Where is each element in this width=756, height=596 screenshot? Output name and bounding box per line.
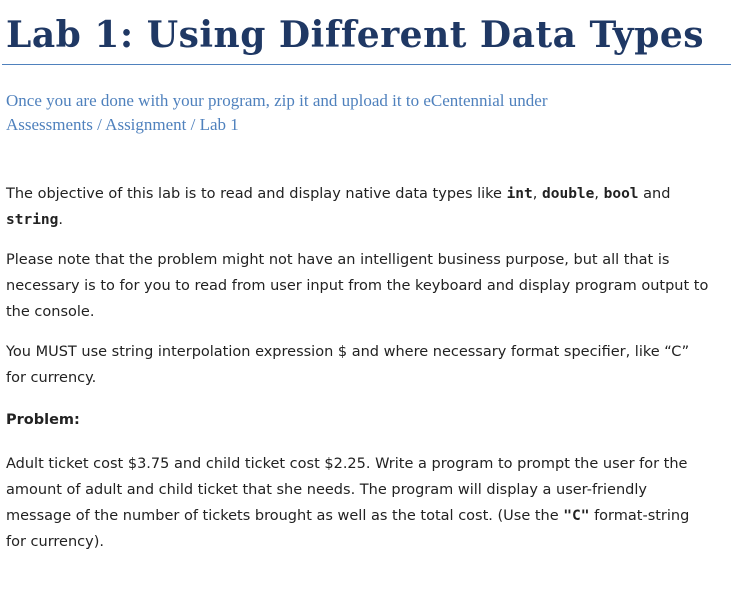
subtitle-line-1: Once you are done with your program, zip it and upload it to eCentennial under <box>6 91 548 110</box>
note-line-2: necessary is to for you to read from user input from the keyboard and display program output to <box>6 278 709 294</box>
problem-line-4: for currency). <box>6 534 104 550</box>
subtitle-line-2: Assessments / Assignment / Lab 1 <box>6 115 239 134</box>
type-bool: bool <box>603 186 639 202</box>
requirement-paragraph <box>6 339 730 391</box>
problem-paragraph <box>6 451 730 555</box>
problem-line-3: message of the number of tickets brought as well as the total cost. (Use the <box>6 508 564 524</box>
note-paragraph <box>6 247 730 325</box>
separator: , <box>594 186 604 202</box>
page-title: Lab 1: Using Different Data Types <box>6 14 705 56</box>
requirement-line-1: You MUST use string interpolation expression $ and where necessary format specifier, like “C” <box>6 344 690 360</box>
problem-heading: Problem: <box>6 412 80 428</box>
note-line-3: the console. <box>6 304 95 320</box>
title-divider <box>2 64 731 65</box>
separator: , <box>532 186 542 202</box>
separator: and <box>638 186 671 202</box>
document-page <box>6 0 730 555</box>
objective-paragraph <box>6 181 730 233</box>
problem-line-1: Adult ticket cost $3.75 and child ticket cost $2.25. Write a program to prompt the user for the <box>6 456 688 472</box>
type-double: double <box>542 186 595 202</box>
type-string: string <box>6 212 59 228</box>
format-string-code: "C" <box>563 508 590 524</box>
objective-text: The objective of this lab is to read and display native data types like <box>6 186 507 202</box>
type-int: int <box>506 186 533 202</box>
requirement-line-2: for currency. <box>6 370 97 386</box>
submission-instructions <box>6 89 730 137</box>
note-line-1: Please note that the problem might not have an intelligent business purpose, but all that is <box>6 252 670 268</box>
problem-line-2: amount of adult and child ticket that she needs. The program will display a user-friendly <box>6 482 647 498</box>
period: . <box>58 212 63 228</box>
problem-line-3-end: format-string <box>589 508 690 524</box>
